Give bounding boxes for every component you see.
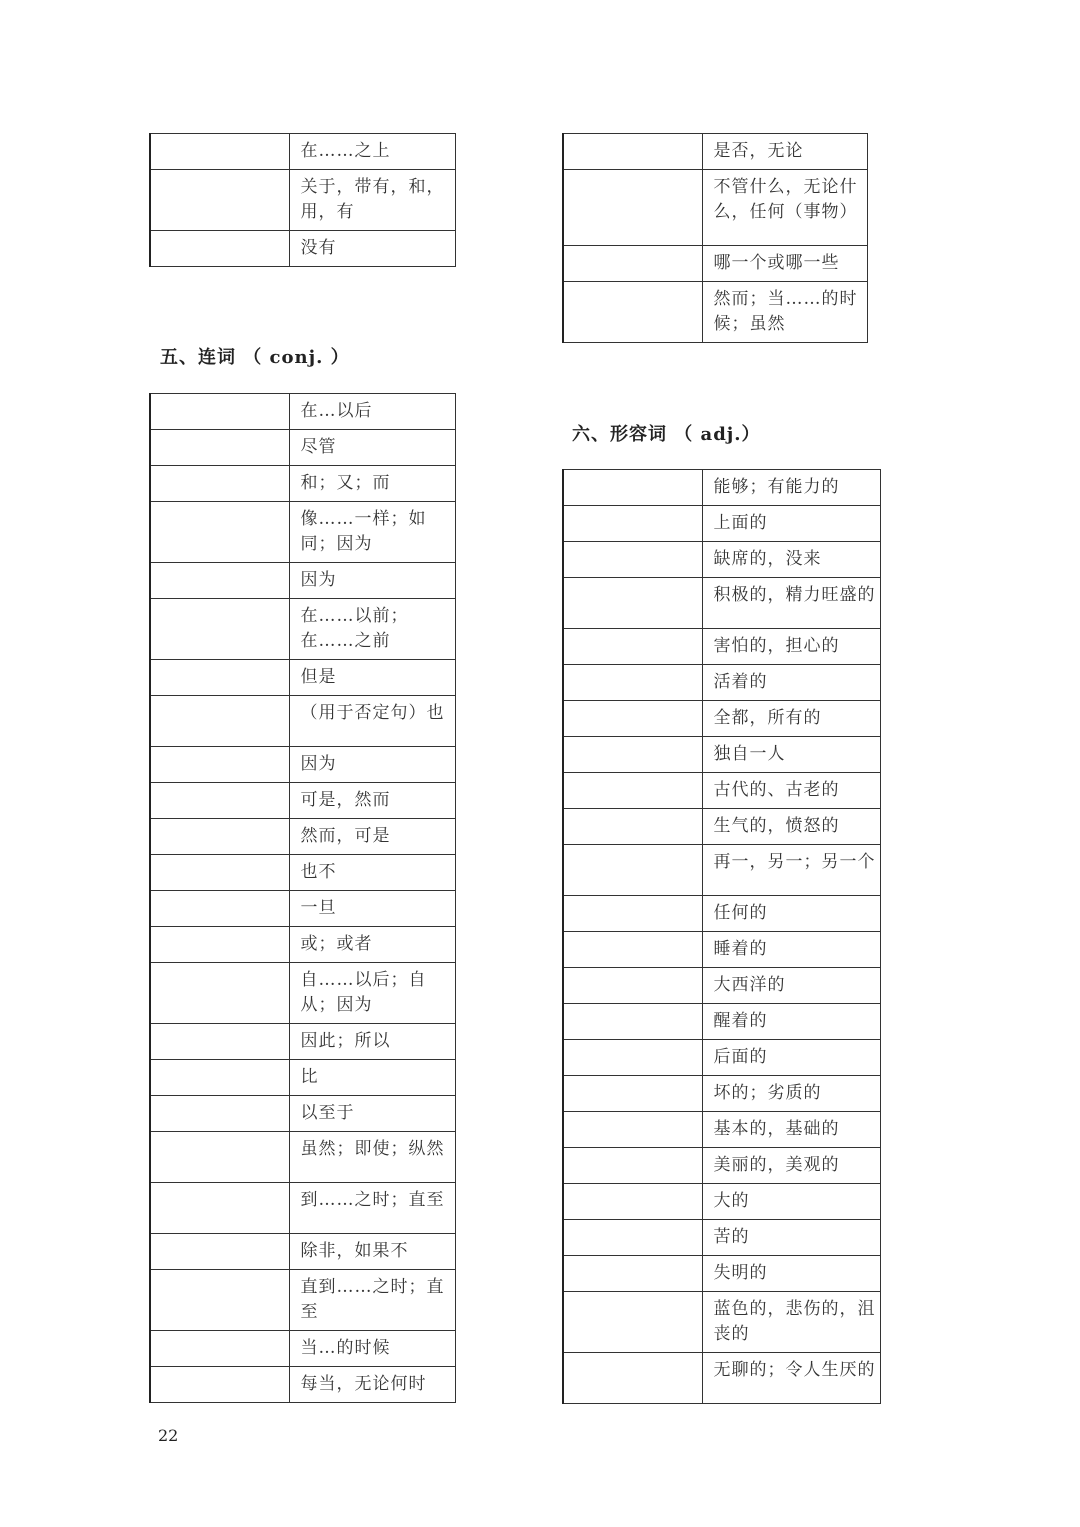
table-row [563, 170, 868, 246]
english-word-blank[interactable] [563, 701, 702, 737]
english-word-blank[interactable] [150, 747, 289, 783]
table-row [150, 891, 456, 927]
chinese-meaning: 像……一样；如同；因为 [289, 502, 456, 563]
table-row [563, 1184, 881, 1220]
english-word-blank[interactable] [150, 134, 289, 170]
english-word-blank[interactable] [563, 665, 702, 701]
chinese-meaning: 上面的 [702, 506, 881, 542]
table-row [563, 1004, 881, 1040]
english-word-blank[interactable] [150, 855, 289, 891]
english-word-blank[interactable] [563, 896, 702, 932]
chinese-meaning: 古代的、古老的 [702, 773, 881, 809]
table-row [563, 629, 881, 665]
table-row [563, 737, 881, 773]
english-word-blank[interactable] [150, 1367, 289, 1403]
english-word-blank[interactable] [150, 1234, 289, 1270]
chinese-meaning: 无聊的；令人生厌的 [702, 1353, 881, 1404]
chinese-meaning: 在……之上 [289, 134, 456, 170]
table-row [150, 170, 456, 231]
table-row [563, 701, 881, 737]
chinese-meaning: 除非，如果不 [289, 1234, 456, 1270]
english-word-blank[interactable] [563, 134, 702, 170]
chinese-meaning: 可是，然而 [289, 783, 456, 819]
english-word-blank[interactable] [563, 1220, 702, 1256]
chinese-meaning: 后面的 [702, 1040, 881, 1076]
english-word-blank[interactable] [563, 1076, 702, 1112]
table-row [150, 466, 456, 502]
chinese-meaning: 大的 [702, 1184, 881, 1220]
table-row [563, 542, 881, 578]
table-row [563, 282, 868, 343]
table-row [563, 1148, 881, 1184]
english-word-blank[interactable] [150, 466, 289, 502]
english-word-blank[interactable] [150, 696, 289, 747]
chinese-meaning: 苦的 [702, 1220, 881, 1256]
table-row [150, 563, 456, 599]
chinese-meaning: 再一，另一；另一个 [702, 845, 881, 896]
table-row [150, 231, 456, 267]
chinese-meaning: 任何的 [702, 896, 881, 932]
table-row [150, 1024, 456, 1060]
table-row [563, 1076, 881, 1112]
table-row [563, 896, 881, 932]
table-row [150, 502, 456, 563]
chinese-meaning: 和；又；而 [289, 466, 456, 502]
english-word-blank[interactable] [150, 819, 289, 855]
table-row [563, 1220, 881, 1256]
page-number: 22 [158, 1426, 179, 1445]
chinese-meaning: 生气的，愤怒的 [702, 809, 881, 845]
chinese-meaning: 然而；当……的时候；虽然 [702, 282, 868, 343]
english-word-blank[interactable] [563, 1040, 702, 1076]
chinese-meaning: 美丽的，美观的 [702, 1148, 881, 1184]
table-row [150, 1183, 456, 1234]
table-row [150, 1367, 456, 1403]
english-word-blank[interactable] [150, 783, 289, 819]
english-word-blank[interactable] [563, 246, 702, 282]
chinese-meaning: 活着的 [702, 665, 881, 701]
chinese-meaning: 但是 [289, 660, 456, 696]
english-word-blank[interactable] [563, 1256, 702, 1292]
chinese-meaning: 哪一个或哪一些 [702, 246, 868, 282]
table-row [563, 773, 881, 809]
table-row [150, 819, 456, 855]
english-word-blank[interactable] [150, 1132, 289, 1183]
english-word-blank[interactable] [150, 1331, 289, 1367]
table-row [150, 1234, 456, 1270]
table-row [150, 927, 456, 963]
chinese-meaning: 以至于 [289, 1096, 456, 1132]
chinese-meaning: 大西洋的 [702, 968, 881, 1004]
chinese-meaning: 失明的 [702, 1256, 881, 1292]
english-word-blank[interactable] [563, 773, 702, 809]
table-row [150, 1331, 456, 1367]
table-row [150, 660, 456, 696]
table-row [150, 855, 456, 891]
english-word-blank[interactable] [150, 927, 289, 963]
table-row [563, 470, 881, 506]
chinese-meaning: 当…的时候 [289, 1331, 456, 1367]
chinese-meaning: 积极的，精力旺盛的 [702, 578, 881, 629]
table-row [563, 968, 881, 1004]
english-word-blank[interactable] [563, 932, 702, 968]
chinese-meaning: （用于否定句）也 [289, 696, 456, 747]
chinese-meaning: 自……以后；自从；因为 [289, 963, 456, 1024]
chinese-meaning: 然而，可是 [289, 819, 456, 855]
english-word-blank[interactable] [150, 599, 289, 660]
chinese-meaning: 在…以后 [289, 394, 456, 430]
table-row [150, 1270, 456, 1331]
chinese-meaning: 关于，带有，和，用，有 [289, 170, 456, 231]
table-row [150, 783, 456, 819]
chinese-meaning: 基本的，基础的 [702, 1112, 881, 1148]
table-row [150, 1132, 456, 1183]
english-word-blank[interactable] [563, 1292, 702, 1353]
table-row [150, 599, 456, 660]
chinese-meaning: 尽管 [289, 430, 456, 466]
table-row [563, 506, 881, 542]
english-word-blank[interactable] [563, 737, 702, 773]
english-word-blank[interactable] [150, 502, 289, 563]
table-row [150, 134, 456, 170]
table-row [563, 1353, 881, 1404]
english-word-blank[interactable] [150, 891, 289, 927]
table-row [563, 845, 881, 896]
chinese-meaning: 能够；有能力的 [702, 470, 881, 506]
table-row [563, 1040, 881, 1076]
conj-section-heading: 五、连词 （ conj. ） [160, 347, 350, 368]
chinese-meaning: 一旦 [289, 891, 456, 927]
english-word-blank[interactable] [150, 430, 289, 466]
chinese-meaning: 虽然；即使；纵然 [289, 1132, 456, 1183]
chinese-meaning: 每当，无论何时 [289, 1367, 456, 1403]
table-row [150, 963, 456, 1024]
english-word-blank[interactable] [563, 809, 702, 845]
table-row [563, 1256, 881, 1292]
english-word-blank[interactable] [563, 845, 702, 896]
chinese-meaning: 缺席的，没来 [702, 542, 881, 578]
english-word-blank[interactable] [563, 506, 702, 542]
english-word-blank[interactable] [563, 170, 702, 246]
chinese-meaning: 到……之时；直至 [289, 1183, 456, 1234]
chinese-meaning: 害怕的，担心的 [702, 629, 881, 665]
table-row [150, 696, 456, 747]
english-word-blank[interactable] [563, 470, 702, 506]
english-word-blank[interactable] [563, 542, 702, 578]
english-word-blank[interactable] [150, 660, 289, 696]
adjective-table [562, 469, 881, 1404]
table-row [563, 932, 881, 968]
english-word-blank[interactable] [150, 963, 289, 1024]
table-row [150, 1060, 456, 1096]
chinese-meaning: 因此；所以 [289, 1024, 456, 1060]
english-word-blank[interactable] [563, 1112, 702, 1148]
english-word-blank[interactable] [563, 578, 702, 629]
chinese-meaning: 坏的；劣质的 [702, 1076, 881, 1112]
table-row [563, 246, 868, 282]
english-word-blank[interactable] [150, 1024, 289, 1060]
english-word-blank[interactable] [150, 1183, 289, 1234]
table-row [150, 747, 456, 783]
chinese-meaning: 醒着的 [702, 1004, 881, 1040]
chinese-meaning: 不管什么，无论什么，任何（事物） [702, 170, 868, 246]
chinese-meaning: 睡着的 [702, 932, 881, 968]
chinese-meaning: 因为 [289, 747, 456, 783]
chinese-meaning: 是否，无论 [702, 134, 868, 170]
table-row [563, 809, 881, 845]
preposition-table-continued-right [562, 133, 868, 343]
preposition-table-continued [149, 133, 456, 267]
table-row [150, 394, 456, 430]
chinese-meaning: 独自一人 [702, 737, 881, 773]
english-word-blank[interactable] [150, 231, 289, 267]
chinese-meaning: 蓝色的，悲伤的，沮丧的 [702, 1292, 881, 1353]
english-word-blank[interactable] [563, 968, 702, 1004]
chinese-meaning: 也不 [289, 855, 456, 891]
adj-section-heading: 六、形容词 （ adj.） [572, 424, 761, 445]
table-row [563, 578, 881, 629]
table-row [563, 1292, 881, 1353]
table-row [563, 134, 868, 170]
english-word-blank[interactable] [150, 563, 289, 599]
chinese-meaning: 比 [289, 1060, 456, 1096]
chinese-meaning: 因为 [289, 563, 456, 599]
english-word-blank[interactable] [563, 1148, 702, 1184]
chinese-meaning: 或；或者 [289, 927, 456, 963]
english-word-blank[interactable] [563, 1353, 702, 1404]
chinese-meaning: 直到……之时；直至 [289, 1270, 456, 1331]
conjunction-table [149, 393, 456, 1403]
chinese-meaning: 全都，所有的 [702, 701, 881, 737]
chinese-meaning: 在……以前；在……之前 [289, 599, 456, 660]
english-word-blank[interactable] [150, 1096, 289, 1132]
table-row [150, 1096, 456, 1132]
chinese-meaning: 没有 [289, 231, 456, 267]
english-word-blank[interactable] [150, 170, 289, 231]
table-row [563, 665, 881, 701]
table-row [563, 1112, 881, 1148]
english-word-blank[interactable] [563, 282, 702, 343]
english-word-blank[interactable] [563, 629, 702, 665]
english-word-blank[interactable] [150, 394, 289, 430]
english-word-blank[interactable] [150, 1270, 289, 1331]
english-word-blank[interactable] [563, 1004, 702, 1040]
table-row [150, 430, 456, 466]
english-word-blank[interactable] [563, 1184, 702, 1220]
english-word-blank[interactable] [150, 1060, 289, 1096]
